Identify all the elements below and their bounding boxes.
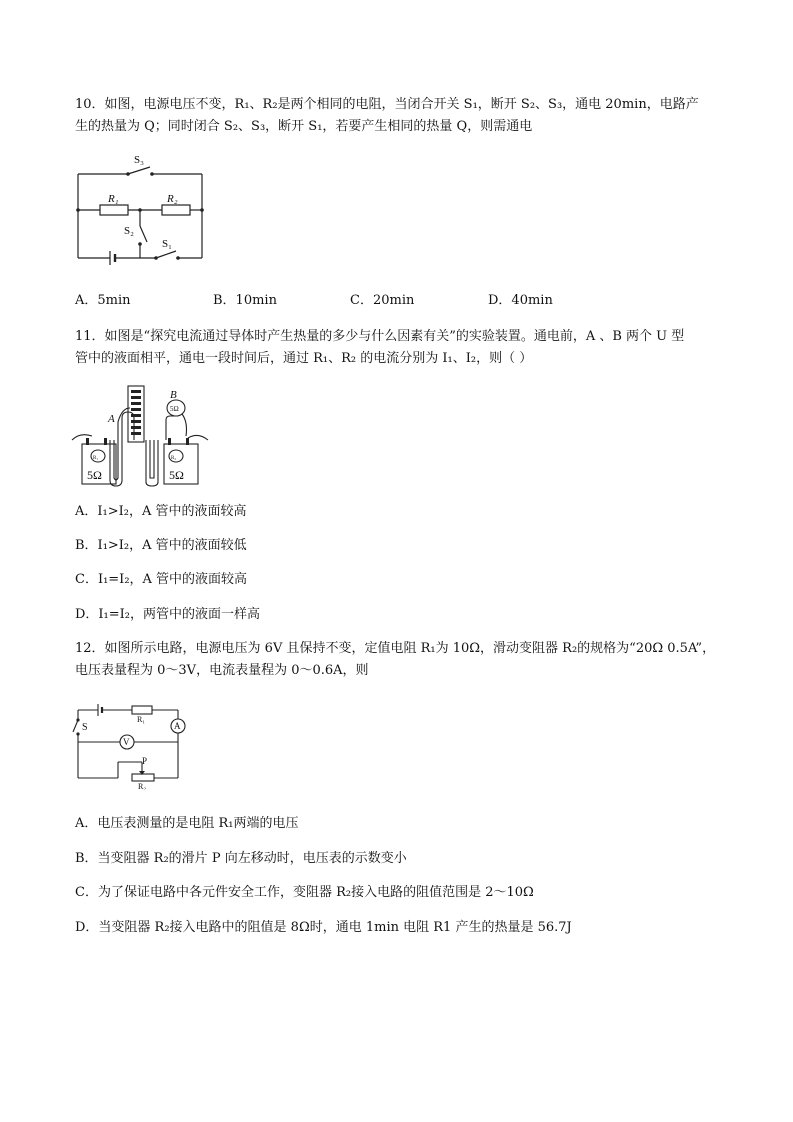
q11-option-d[interactable]: D．I₁=I₂，两管中的液面一样高 — [75, 607, 261, 622]
q12-text-line1: 12．如图所示电路，电源电压为 6V 且保持不变，定值电阻 R₁为 10Ω，滑动变阻器 R₂的规格为“20Ω 0.5A”， — [75, 641, 716, 656]
q12-label-r1: R₁ — [137, 715, 146, 724]
q11-label-a: A — [108, 413, 115, 425]
q11-apparatus-diagram — [70, 378, 210, 490]
q12-option-d[interactable]: D．当变阻器 R₂接入电路中的阻值是 8Ω时，通电 1min 电阻 R1 产生的热量是 56.7J — [75, 920, 572, 935]
q11-option-c[interactable]: C．I₁=I₂，A 管中的液面较高 — [75, 572, 248, 587]
q11-label-b: B — [170, 389, 177, 401]
q11-label-r1: R₁ — [93, 456, 99, 461]
q11-option-a[interactable]: A．I₁>I₂，A 管中的液面较高 — [75, 504, 247, 519]
q12-option-a[interactable]: A．电压表测量的是电阻 R₁两端的电压 — [75, 816, 299, 831]
q11-text-line1: 11．如图是“探究电流通过导体时产生热量的多少与什么因素有关”的实验装置。通电前，A 、B 两个 U 型 — [75, 329, 685, 344]
q11-label-r2: R₂ — [171, 456, 177, 461]
q10-option-c[interactable]: C．20min — [350, 293, 415, 308]
q12-label-s: S — [82, 722, 88, 733]
q11-label-left-resistance: 5Ω — [87, 468, 102, 482]
q12-circuit-diagram — [70, 698, 190, 790]
q12-text-line2: 电压表量程为 0～3V，电流表量程为 0～0.6A，则 — [75, 663, 369, 678]
q12-label-r2: R₂ — [138, 782, 147, 790]
q10-label-s2: S₂ — [124, 225, 134, 237]
q12-option-b[interactable]: B．当变阻器 R₂的滑片 P 向左移动时，电压表的示数变小 — [75, 851, 407, 866]
q11-label-right-resistance: 5Ω — [169, 468, 184, 482]
q10-text-line1: 10．如图，电源电压不变，R₁、R₂是两个相同的电阻，当闭合开关 S₁，断开 S₂、S₃，通电 20min，电路产 — [75, 97, 699, 112]
q10-text-line2: 生的热量为 Q；同时闭合 S₂、S₃，断开 S₁，若要产生相同的热量 Q，则需通电 — [75, 119, 533, 134]
q11-option-b[interactable]: B．I₁>I₂，A 管中的液面较低 — [75, 538, 247, 553]
q10-label-s1: S₁ — [162, 238, 172, 250]
q10-option-d[interactable]: D．40min — [488, 293, 553, 308]
q11-label-b-resistance: 5Ω — [170, 405, 179, 413]
q10-label-r2: R₂ — [167, 193, 178, 205]
q12-voltmeter-v: V — [123, 737, 130, 747]
q11-text-line2: 管中的液面相平，通电一段时间后，通过 R₁、R₂ 的电流分别为 I₁、I₂，则（ ） — [75, 351, 533, 366]
q10-label-r1: R₁ — [108, 193, 119, 205]
q12-ammeter-a: A — [174, 721, 181, 731]
q10-label-s3: S₃ — [134, 154, 144, 166]
q12-label-p: P — [142, 756, 148, 766]
q10-option-a[interactable]: A．5min — [75, 293, 131, 308]
q10-circuit-diagram — [70, 152, 210, 272]
q10-option-b[interactable]: B．10min — [213, 293, 277, 308]
q12-option-c[interactable]: C．为了保证电路中各元件安全工作，变阻器 R₂接入电路的阻值范围是 2～10Ω — [75, 885, 534, 900]
